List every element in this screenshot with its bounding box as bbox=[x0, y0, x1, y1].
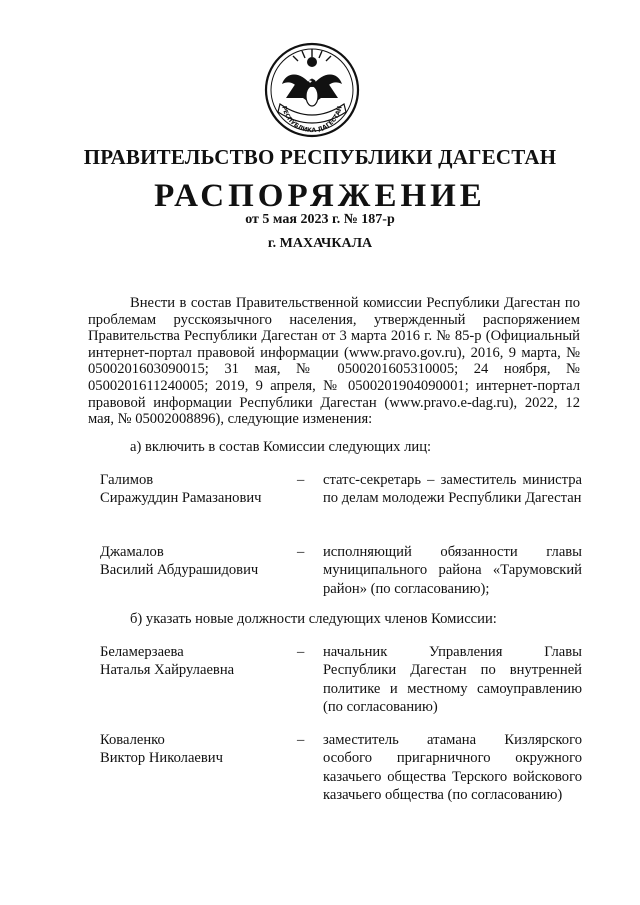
member-entry-kovalenko bbox=[100, 731, 582, 827]
member-position: исполняющий обязанности главы муниципального района «Тарумовский район» (по согласованию); bbox=[323, 544, 582, 597]
member-surname: Джамалов bbox=[100, 544, 164, 560]
member-name bbox=[100, 471, 290, 508]
member-dash: – bbox=[297, 472, 305, 488]
document-type-heading: РАСПОРЯЖЕНИЕ bbox=[154, 178, 486, 214]
member-given-names: Сиражуддин Рамазанович bbox=[100, 490, 262, 507]
member-given-names: Наталья Хайрулаевна bbox=[100, 662, 235, 679]
member-surname: Коваленко bbox=[100, 732, 165, 748]
document-city: г. МАХАЧКАЛА bbox=[267, 236, 373, 251]
member-dash: – bbox=[297, 732, 305, 748]
member-entry-dzhamalov bbox=[100, 543, 582, 599]
intro-paragraph-block bbox=[88, 295, 580, 428]
member-position: заместитель атамана Кизлярского особого пригарничного окружного казачьего общества Терского войскового казачьего общества (по согласованию) bbox=[323, 732, 582, 804]
organization-title: ПРАВИТЕЛЬСТВО РЕСПУБЛИКИ ДАГЕСТАН bbox=[83, 145, 557, 169]
member-name bbox=[100, 643, 290, 680]
member-dash: – bbox=[297, 544, 305, 560]
member-entry-belamerzaeva bbox=[100, 643, 582, 719]
member-name bbox=[100, 731, 290, 768]
member-dash: – bbox=[297, 644, 305, 660]
member-given-names: Виктор Николаевич bbox=[100, 750, 223, 767]
item-b-heading: б) указать новые должности следующих членов Комиссии: bbox=[130, 611, 497, 627]
member-name bbox=[100, 543, 290, 580]
member-given-names: Василий Абдурашидович bbox=[100, 562, 259, 579]
document-date-number: от 5 мая 2023 г. № 187-р bbox=[245, 212, 395, 227]
seal-text: РЕСПУБЛИКА ДАГЕСТАН bbox=[280, 105, 344, 135]
coat-of-arms-eagle-icon bbox=[262, 40, 362, 140]
item-a-heading: а) включить в состав Комиссии следующих лиц: bbox=[130, 439, 432, 455]
member-surname: Беламерзаева bbox=[100, 644, 184, 660]
member-position: начальник Управления Главы Республики Дагестан по внутренней политике и местному самоуправлению (по согласованию) bbox=[323, 644, 582, 716]
member-entry-galimov bbox=[100, 471, 582, 527]
member-surname: Галимов bbox=[100, 472, 154, 488]
intro-paragraph: Внести в состав Правительственной комиссии Республики Дагестан по проблемам русскоязычного населения, утвержденный распоряжением Правительства Республики Дагестан от 3 марта 2016 г. № 85-р (Официальный интернет-портал правовой информации (www.pravo.gov.ru), 2016, 9 марта, № 0500201603090015; 31 мая, № 0500201605310005; 24 ноября, № 0500201611240005; 2019, 9 апреля, № 0500201904090001; интернет-портал правовой информации Республики Дагестан (www.pravo.e-dag.ru), 2022, 12 мая, № 05002008896), следующие изменения: bbox=[88, 295, 580, 428]
member-position: статс-секретарь – заместитель министра по делам молодежи Республики Дагестан bbox=[323, 472, 582, 507]
